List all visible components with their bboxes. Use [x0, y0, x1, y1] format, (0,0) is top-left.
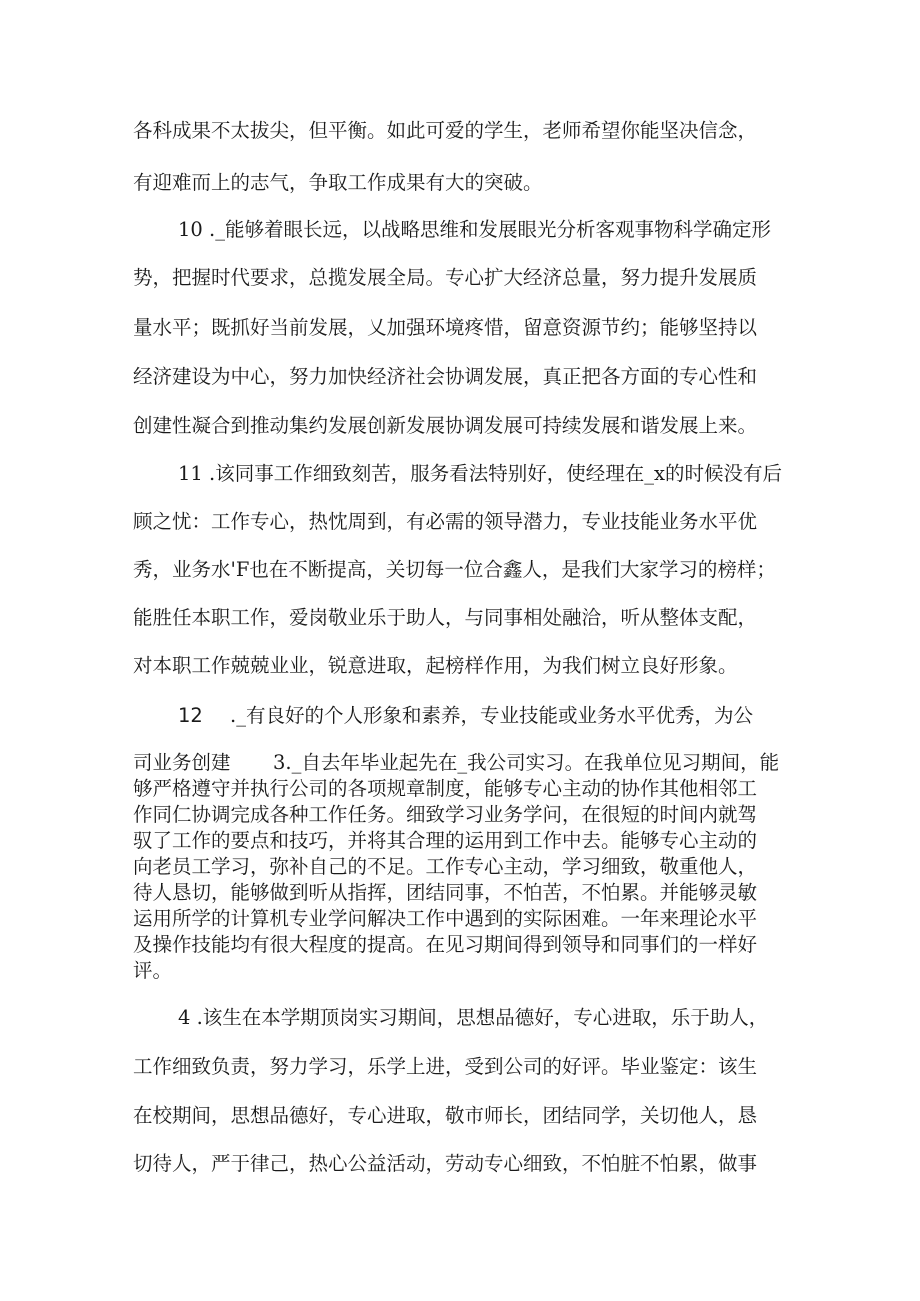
- item-10-line-2: 势，把握时代要求，总揽发展全局。专心扩大经济总量，努力提升发展质: [133, 266, 758, 289]
- item-4-line-1: 4 .该生在本学期顶岗实习期间，思想品德好，专心进取，乐于助人，: [178, 1006, 769, 1029]
- dense-line-4: 向老员工学习，弥补自己的不足。工作专心主动，学习细致，敬重他人，: [133, 855, 758, 878]
- item-11-line-1: 11 .该同事工作细致刻苦，服务看法特别好，使经理在_x的时候没有后: [178, 462, 782, 485]
- item-12-number: 12: [178, 704, 203, 727]
- item-11-line-3: 秀，业务水'F也在不断提高，关切每一位合鑫人，是我们大家学习的榜样；: [133, 558, 776, 581]
- intro-line-1: 各科成果不太拔尖，但平衡。如此可爱的学生，老师希望你能坚决信念，: [133, 119, 758, 142]
- item-4-line-2: 工作细致负责，努力学习，乐学上进，受到公司的好评。毕业鉴定：该生: [133, 1055, 758, 1078]
- item-4-line-4: 切待人，严于律己，热心公益活动，劳动专心细致，不怕脏不怕累，做事: [133, 1152, 758, 1175]
- item-10-line-5: 创建性凝合到推动集约发展创新发展协调发展可持续发展和谐发展上来。: [133, 414, 758, 437]
- item-12-line-1: ._有良好的个人形象和素养，专业技能或业务水平优秀，为公: [230, 704, 753, 727]
- dense-line-8: 评。: [133, 959, 173, 982]
- item-11-line-4: 能胜任本职工作，爱岗敬业乐于助人，与同事相处融洽，听从整体支配，: [133, 606, 758, 629]
- item-4-line-3: 在校期间，思想品德好，专心进取，敬市师长，团结同学，关切他人，恳: [133, 1104, 758, 1127]
- item-12-line-2-left: 司业务创建: [133, 751, 231, 774]
- dense-line-7: 及操作技能均有很大程度的提高。在见习期间得到领导和同事们的一样好: [133, 933, 758, 956]
- dense-line-6: 运用所学的计算机专业学问解决工作中遇到的实际困难。一年来理论水平: [133, 907, 758, 930]
- item-10-line-1: 10 ._能够着眼长远，以战略思维和发展眼光分析客观事物科学确定形: [178, 218, 771, 241]
- intro-line-2: 有迎难而上的志气，争取工作成果有大的突破。: [133, 171, 543, 194]
- item-10-line-3: 量水平；既抓好当前发展，乂加强环境疼惜，留意资源节约；能够坚持以: [133, 316, 758, 339]
- dense-line-5: 待人恳切，能够做到听从指挥，团结同事，不怕苦，不怕累。并能够灵敏: [133, 881, 758, 904]
- item-12-dense-block: [133, 776, 793, 984]
- dense-line-1: 够严格遵守并执行公司的各项规章制度，能够专心主动的协作其他相邻工: [133, 777, 758, 800]
- item-10-line-4: 经济建设为中心，努力加快经济社会协调发展，真正把各方面的专心性和: [133, 365, 758, 388]
- item-11-line-2: 顾之忧：工作专心，热忱周到，有必需的领导潜力，专业技能业务水平优: [133, 510, 758, 533]
- item-12-line-2-right: 3._自去年毕业起先在_我公司实习。在我单位见习期间，能: [273, 751, 780, 774]
- dense-line-2: 作同仁协调完成各种工作任务。细致学习业务学问，在很短的时间内就驾: [133, 803, 758, 826]
- dense-line-3: 驭了工作的要点和技巧，并将其合理的运用到工作中去。能够专心主动的: [133, 829, 758, 852]
- item-11-line-5: 对本职工作兢兢业业，锐意进取，起榜样作用，为我们树立良好形象。: [133, 654, 738, 677]
